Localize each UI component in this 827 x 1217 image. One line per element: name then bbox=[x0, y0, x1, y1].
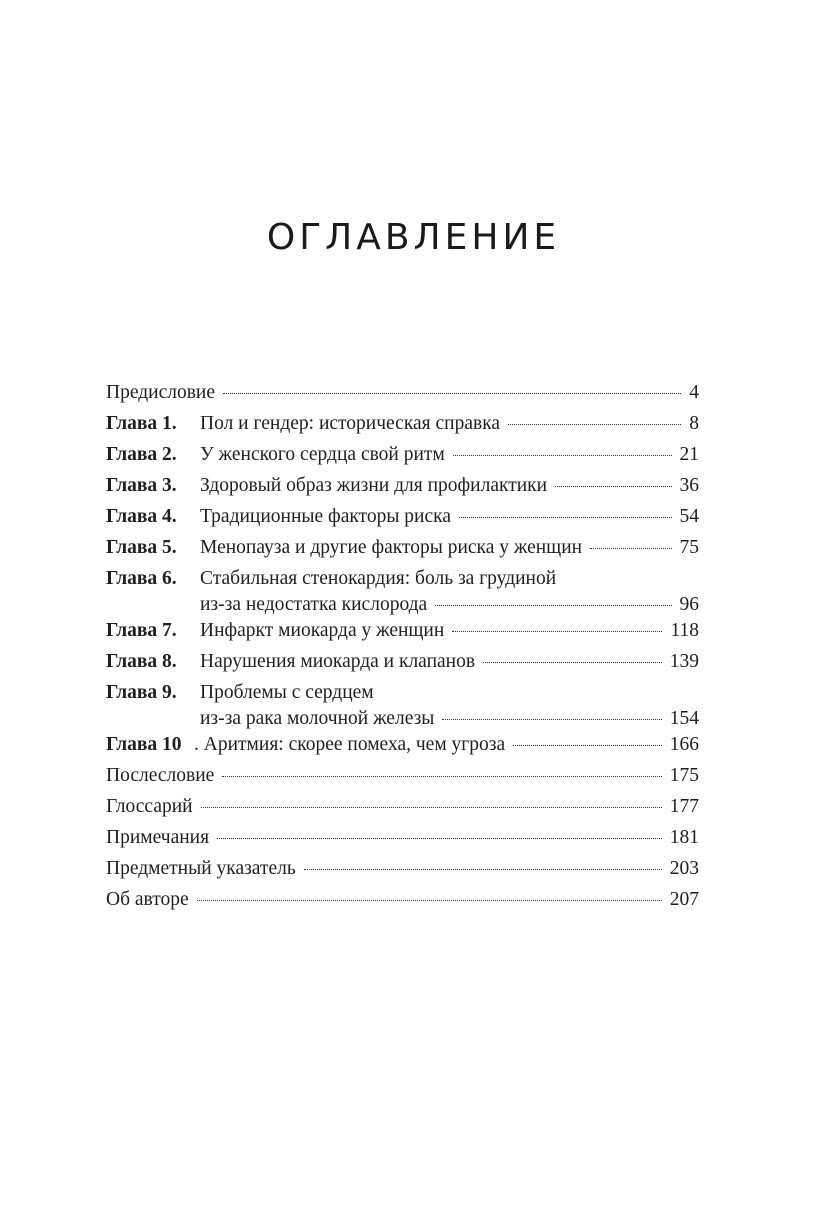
toc-page-number: 139 bbox=[669, 651, 699, 672]
toc-entry-title: Инфаркт миокарда у женщин bbox=[200, 620, 445, 641]
toc-entry-title-line-1: Проблемы с сердцем bbox=[200, 682, 374, 703]
toc-page-number: 75 bbox=[679, 537, 699, 558]
chapter-label: Глава 4. bbox=[106, 506, 177, 527]
toc-entry-chapter-7[interactable] bbox=[106, 618, 699, 649]
toc-entry-title: У женского сердца свой ритм bbox=[200, 444, 445, 465]
dot-leader bbox=[513, 745, 662, 746]
toc-entry-afterword[interactable] bbox=[106, 763, 699, 794]
toc-entry-title: Об авторе bbox=[106, 889, 189, 910]
toc-page-number: 118 bbox=[670, 620, 699, 641]
toc-page-number: 203 bbox=[669, 858, 699, 879]
toc-page-number: 36 bbox=[679, 475, 699, 496]
toc-entry-title: Глоссарий bbox=[106, 796, 193, 817]
dot-leader bbox=[201, 807, 662, 808]
toc-page-number: 207 bbox=[669, 889, 699, 910]
chapter-label: Глава 1. bbox=[106, 413, 177, 434]
toc-entry-title: Послесловие bbox=[106, 765, 215, 786]
toc-entry-title-line-2: из-за рака молочной железы bbox=[200, 708, 435, 729]
dot-leader bbox=[197, 900, 662, 901]
dot-leader bbox=[555, 486, 671, 487]
toc-entry-about-author[interactable] bbox=[106, 887, 699, 918]
toc-entry-chapter-8[interactable] bbox=[106, 649, 699, 680]
chapter-label: Глава 5. bbox=[106, 537, 177, 558]
page-title: ОГЛАВЛЕНИЕ bbox=[266, 217, 561, 258]
toc-page-number: 154 bbox=[669, 708, 699, 729]
dot-leader bbox=[435, 605, 671, 606]
chapter-label: Глава 6. bbox=[106, 568, 177, 589]
toc-entry-title: Здоровый образ жизни для профилактики bbox=[200, 475, 548, 496]
dot-leader bbox=[459, 517, 672, 518]
toc-entry-preface[interactable] bbox=[106, 380, 699, 411]
toc-entry-chapter-5[interactable] bbox=[106, 535, 699, 566]
toc-page-number: 175 bbox=[669, 765, 699, 786]
toc-entry-chapter-3[interactable] bbox=[106, 473, 699, 504]
chapter-label: Глава 8. bbox=[106, 651, 177, 672]
toc-entry-chapter-1[interactable] bbox=[106, 411, 699, 442]
toc-entry-chapter-6[interactable] bbox=[106, 566, 699, 618]
toc-entry-chapter-4[interactable] bbox=[106, 504, 699, 535]
toc-entry-title: Примечания bbox=[106, 827, 210, 848]
dot-leader bbox=[442, 719, 661, 720]
toc-entry-notes[interactable] bbox=[106, 825, 699, 856]
toc-entry-title: Предметный указатель bbox=[106, 858, 296, 879]
toc-entry-title-line-2: из-за недостатка кислорода bbox=[200, 594, 428, 615]
dot-leader bbox=[217, 838, 662, 839]
toc-entry-chapter-10[interactable] bbox=[106, 732, 699, 763]
toc-entry-chapter-9[interactable] bbox=[106, 680, 699, 732]
table-of-contents bbox=[106, 380, 699, 918]
dot-leader bbox=[223, 393, 681, 394]
toc-entry-title: Пол и гендер: историческая справка bbox=[200, 413, 501, 434]
dot-leader bbox=[452, 631, 662, 632]
dot-leader bbox=[483, 662, 662, 663]
toc-entry-glossary[interactable] bbox=[106, 794, 699, 825]
toc-entry-chapter-2[interactable] bbox=[106, 442, 699, 473]
toc-entry-title-line-1: Стабильная стенокардия: боль за грудиной bbox=[200, 568, 557, 589]
chapter-label: Глава 9. bbox=[106, 682, 177, 703]
toc-page-number: 8 bbox=[689, 413, 699, 434]
toc-entry-title: Нарушения миокарда и клапанов bbox=[200, 651, 476, 672]
toc-entry-title: . Аритмия: скорее помеха, чем угроза bbox=[194, 734, 506, 755]
toc-page-number: 4 bbox=[689, 382, 699, 403]
toc-page-number: 177 bbox=[669, 796, 699, 817]
toc-page-number: 96 bbox=[679, 594, 699, 615]
dot-leader bbox=[304, 869, 662, 870]
chapter-label: Глава 7. bbox=[106, 620, 177, 641]
chapter-label: Глава 10 bbox=[106, 734, 182, 755]
dot-leader bbox=[590, 548, 671, 549]
chapter-label: Глава 3. bbox=[106, 475, 177, 496]
chapter-label: Глава 2. bbox=[106, 444, 177, 465]
toc-entry-index[interactable] bbox=[106, 856, 699, 887]
toc-entry-title: Традиционные факторы риска bbox=[200, 506, 451, 527]
toc-page-number: 54 bbox=[679, 506, 699, 527]
dot-leader bbox=[222, 776, 661, 777]
toc-page-number: 21 bbox=[679, 444, 699, 465]
toc-entry-title: Предисловие bbox=[106, 382, 216, 403]
dot-leader bbox=[453, 455, 672, 456]
toc-entry-title: Менопауза и другие факторы риска у женщин bbox=[200, 537, 583, 558]
toc-page-number: 166 bbox=[669, 734, 699, 755]
dot-leader bbox=[508, 424, 681, 425]
toc-page-number: 181 bbox=[669, 827, 699, 848]
